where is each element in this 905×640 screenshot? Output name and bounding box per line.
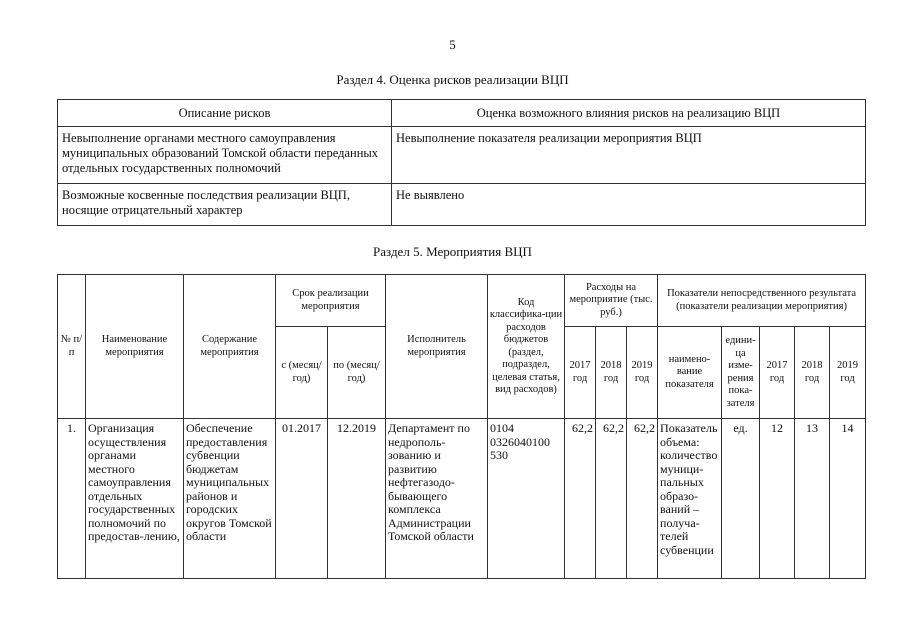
header-exp-2019: 2019 год <box>627 327 658 419</box>
header-name: Наименование мероприятия <box>86 275 184 419</box>
header-content: Содержание мероприятия <box>184 275 276 419</box>
measure-exp-2019: 62,2 <box>627 419 658 579</box>
measure-ind-2018: 13 <box>795 419 830 579</box>
page-number: 5 <box>449 37 456 52</box>
measure-unit: ед. <box>722 419 760 579</box>
header-expenses: Расходы на мероприятие (тыс. руб.) <box>565 275 658 327</box>
measure-ind-2017: 12 <box>760 419 795 579</box>
header-term-to: по (месяц/ год) <box>328 327 386 419</box>
header-indicator-name: наимено-вание показателя <box>658 327 722 419</box>
header-ind-2018: 2018 год <box>795 327 830 419</box>
risks-table <box>57 99 866 226</box>
measure-from: 01.2017 <box>276 419 328 579</box>
section5-title: Раздел 5. Мероприятия ВЦП <box>373 244 532 259</box>
header-ind-2019: 2019 год <box>830 327 866 419</box>
measure-num: 1. <box>58 419 86 579</box>
table-row <box>58 127 866 184</box>
measure-exp-2018: 62,2 <box>596 419 627 579</box>
header-ind-2017: 2017 год <box>760 327 795 419</box>
header-term-from: с (месяц/ год) <box>276 327 328 419</box>
risk-impact: Не выявлено <box>392 184 866 226</box>
measure-name: Организация осуществления органами местного самоуправления отдельных государственных полномочий по предостав-лению, <box>86 419 184 579</box>
header-indicators: Показатели непосредственного результата (показатели реализации мероприятия) <box>658 275 866 327</box>
measure-exp-2017: 62,2 <box>565 419 596 579</box>
section4-title: Раздел 4. Оценка рисков реализации ВЦП <box>336 72 569 87</box>
risk-description: Невыполнение органами местного самоуправления муниципальных образований Томской области переданных отдельных государственных полномочий <box>58 127 392 184</box>
header-num: № п/п <box>58 275 86 419</box>
header-risk-impact: Оценка возможного влияния рисков на реализацию ВЦП <box>392 100 866 127</box>
header-risk-description: Описание рисков <box>58 100 392 127</box>
table-row <box>58 184 866 226</box>
header-unit: едини-ца изме-рения пока-зателя <box>722 327 760 419</box>
measure-ind-2019: 14 <box>830 419 866 579</box>
measure-executor: Департамент по недрополь-зованию и развитию нефтегазодо-бывающего комплекса Администрации Томской области <box>386 419 488 579</box>
header-term: Срок реализации мероприятия <box>276 275 386 327</box>
measure-indicator: Показатель объема: количество муници-пальных образо-ваний – получа-телей субвенции <box>658 419 722 579</box>
header-exp-2018: 2018 год <box>596 327 627 419</box>
table-row <box>58 419 866 579</box>
header-exp-2017: 2017 год <box>565 327 596 419</box>
measure-code: 0104 0326040100 530 <box>488 419 565 579</box>
risk-description: Возможные косвенные последствия реализации ВЦП, носящие отрицательный характер <box>58 184 392 226</box>
header-executor: Исполнитель мероприятия <box>386 275 488 419</box>
measures-table <box>57 274 866 579</box>
measure-content: Обеспечение предоставления субвенции бюджетам муниципальных районов и городских округов Томской области <box>184 419 276 579</box>
measure-to: 12.2019 <box>328 419 386 579</box>
header-code: Код классифика-ции расходов бюджетов (раздел, подраздел, целевая статья, вид расходов) <box>488 275 565 419</box>
risks-header-row <box>58 100 866 127</box>
risk-impact: Невыполнение показателя реализации мероприятия ВЦП <box>392 127 866 184</box>
